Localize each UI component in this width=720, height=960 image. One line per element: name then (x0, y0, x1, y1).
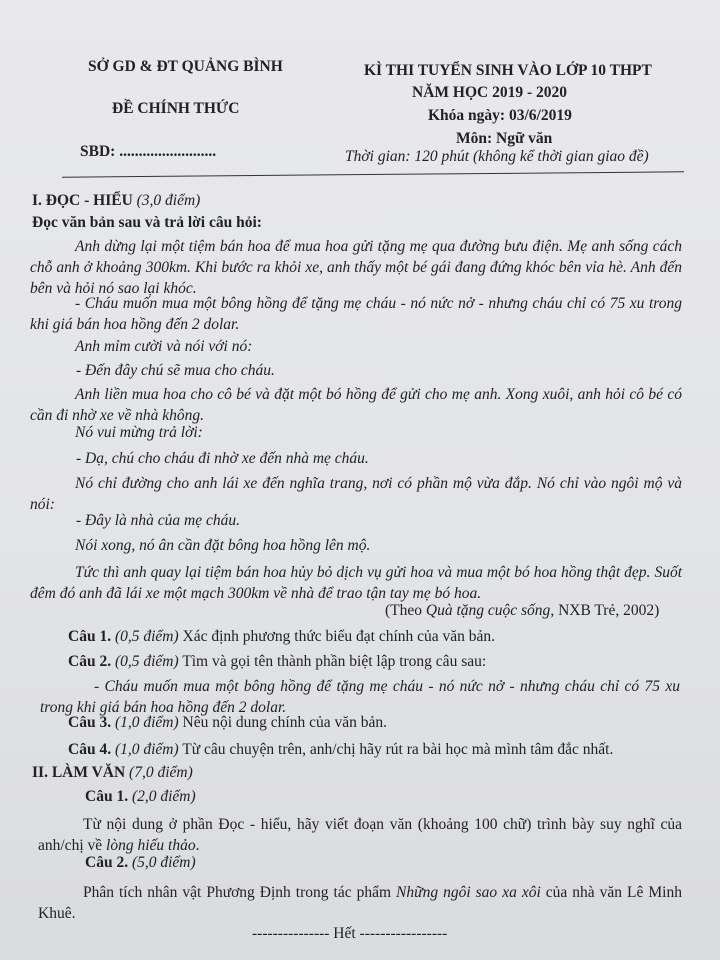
question-2-text: Tìm và gọi tên thành phần biệt lập trong câu sau: (182, 653, 487, 670)
section-1-heading (32, 192, 200, 210)
passage-paragraph-3: Anh mỉm cười và nói với nó: (75, 338, 253, 355)
question-1-label: Câu 1. (68, 628, 112, 645)
essay-question-2-points: (5,0 điểm) (131, 854, 196, 871)
question-4-points: (1,0 điểm) (114, 741, 179, 758)
passage-paragraph-8: Nó chỉ đường cho anh lái xe đến nghĩa trang, nơi có phần mộ vừa đắp. Nó chỉ vào ngôi mộ và nói: (30, 475, 682, 513)
reading-instruction: Đọc văn bản sau và trả lời câu hỏi: (32, 214, 262, 231)
source-prefix: (Theo (385, 602, 426, 619)
section-2-points: (7,0 điểm) (129, 764, 193, 781)
question-2-points: (0,5 điểm) (114, 653, 179, 670)
passage-paragraph-10: Nói xong, nó ân cần đặt bông hoa hồng lên mộ. (75, 537, 371, 554)
essay-question-1-end: . (195, 837, 200, 854)
section-2-title: II. LÀM VĂN (32, 764, 126, 781)
essay-question-2-prompt: Phân tích nhân vật Phương Định trong tác phẩm (83, 884, 397, 901)
essay-question-2 (85, 854, 196, 872)
question-3 (68, 714, 387, 732)
essay-question-1-text (38, 814, 682, 856)
source-suffix: , NXB Trẻ, 2002) (550, 602, 660, 619)
candidate-number-field: SBD: ......................... (80, 143, 217, 160)
question-1-text: Xác định phương thức biểu đạt chính của văn bản. (182, 628, 496, 645)
question-3-points: (1,0 điểm) (114, 714, 179, 731)
essay-question-2-end: của nhà văn Lê Minh Khuê. (38, 884, 682, 922)
source-book-title: Quà tặng cuộc sống (425, 602, 551, 619)
school-year: NĂM HỌC 2019 - 2020 (412, 84, 567, 101)
question-2-label: Câu 2. (68, 653, 112, 670)
subject: Môn: Ngữ văn (456, 130, 553, 147)
essay-question-1-label: Câu 1. (85, 788, 129, 805)
passage-paragraph-1: Anh dừng lại một tiệm bán hoa để mua hoa gửi tặng mẹ qua đường bưu điện. Mẹ anh sống cách chỗ anh ở khoảng 300km. Khi bước ra khỏi xe, anh thấy một bé gái đang đứng khóc bên vỉa hè. Anh đến bên và hỏi nó sao lại khóc. (30, 238, 682, 297)
essay-question-1-topic: lòng hiếu thảo (106, 837, 196, 854)
end-of-exam-marker: --------------- Hết ----------------- (252, 925, 448, 942)
question-1-points: (0,5 điểm) (114, 628, 179, 645)
passage-paragraph-7: - Dạ, chú cho cháu đi nhờ xe đến nhà mẹ cháu. (76, 450, 369, 467)
passage-paragraph-2: - Cháu muốn mua một bông hồng để tặng mẹ cháu - nó nức nở - nhưng cháu chỉ có 75 xu trong khi giá bán hoa hồng đến 2 dolar. (30, 295, 682, 333)
question-4 (68, 741, 613, 759)
essay-question-1-points: (2,0 điểm) (131, 788, 196, 805)
passage-source (385, 602, 659, 620)
question-3-label: Câu 3. (68, 714, 112, 731)
question-4-text: Từ câu chuyện trên, anh/chị hãy rút ra bài học mà mình tâm đắc nhất. (182, 741, 614, 758)
exam-date: Khóa ngày: 03/6/2019 (428, 107, 572, 124)
question-3-text: Nêu nội dung chính của văn bản. (182, 714, 387, 731)
official-exam-label: ĐỀ CHÍNH THỨC (112, 100, 240, 117)
essay-question-1 (85, 788, 196, 806)
passage-paragraph-11: Tức thì anh quay lại tiệm bán hoa hủy bỏ dịch vụ gửi hoa và mua một bó hoa hồng thật đẹp. Suốt đêm đó anh đã lái xe một mạch 300km về nhà để trao tận tay mẹ bó hoa. (30, 564, 682, 602)
essay-question-1-prompt: Từ nội dung ở phần Đọc - hiểu, hãy viết đoạn văn (khoảng 100 chữ) trình bày suy nghĩ của anh/chị về (38, 816, 682, 854)
section-1-points: (3,0 điểm) (136, 192, 201, 209)
question-2-quote: - Cháu muốn mua một bông hồng để tặng mẹ cháu - nó nức nở - nhưng cháu chỉ có 75 xu trong khi giá bán hoa hồng đến 2 dolar. (40, 678, 680, 716)
section-1-title: I. ĐỌC - HIỂU (32, 192, 133, 209)
exam-title: KÌ THI TUYỂN SINH VÀO LỚP 10 THPT (364, 62, 652, 79)
passage-paragraph-6: Nó vui mừng trả lời: (75, 424, 203, 441)
section-2-heading (32, 764, 193, 782)
passage-paragraph-4: - Đến đây chú sẽ mua cho cháu. (76, 362, 275, 379)
essay-question-2-text (38, 882, 682, 924)
exam-duration: Thời gian: 120 phút (không kể thời gian giao đề) (345, 148, 649, 165)
essay-question-2-work-title: Những ngôi sao xa xôi (396, 884, 541, 901)
passage-paragraph-9: - Đây là nhà của mẹ cháu. (76, 512, 240, 529)
question-1 (68, 628, 495, 646)
question-2 (68, 653, 486, 671)
passage-paragraph-5: Anh liền mua hoa cho cô bé và đặt một bó hồng để gửi cho mẹ anh. Xong xuôi, anh hỏi cô bé có cần đi nhờ xe về nhà không. (30, 386, 682, 424)
question-4-label: Câu 4. (68, 741, 112, 758)
essay-question-2-label: Câu 2. (85, 854, 129, 871)
department-name: SỞ GD & ĐT QUẢNG BÌNH (88, 58, 283, 75)
header-divider (62, 171, 684, 177)
